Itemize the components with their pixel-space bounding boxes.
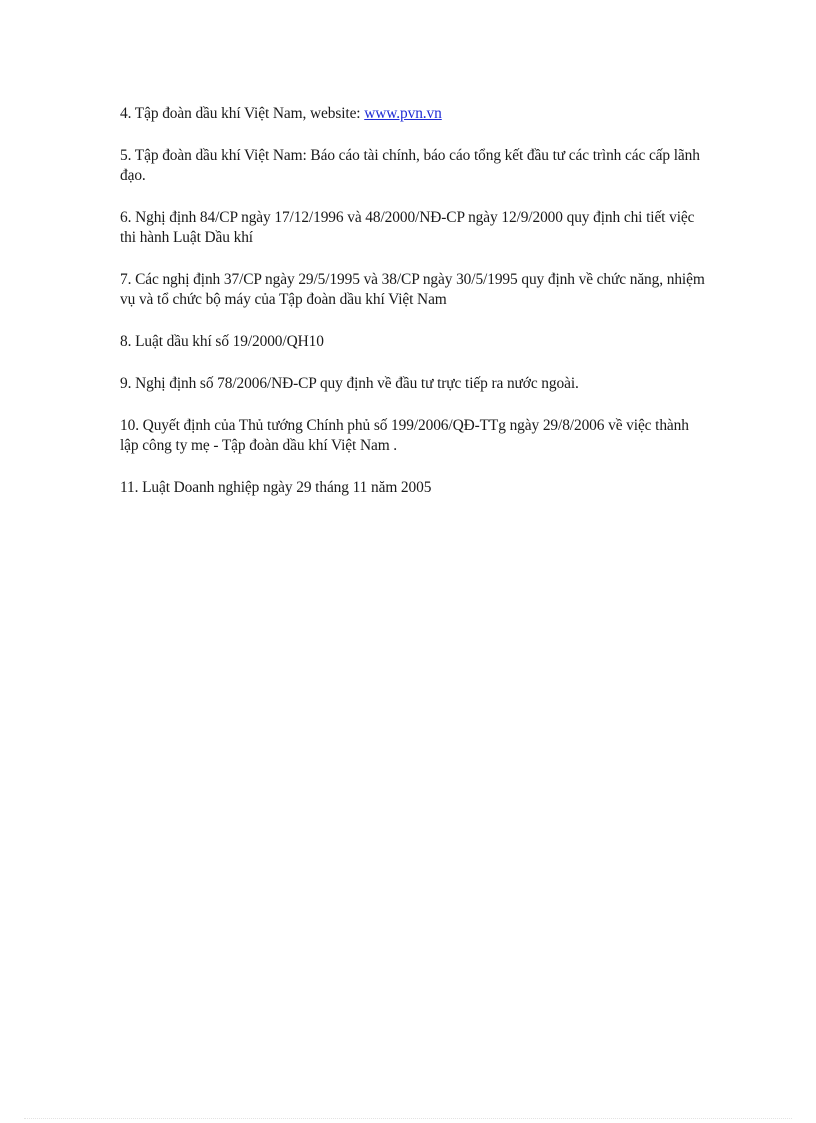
reference-item-4 [120,104,710,124]
reference-item-8: 8. Luật dầu khí số 19/2000/QH10 [120,333,324,350]
website-link[interactable]: www.pvn.vn [364,105,442,122]
reference-item-11: 11. Luật Doanh nghiệp ngày 29 tháng 11 năm 2005 [120,479,432,496]
reference-item-9: 9. Nghị định số 78/2006/NĐ-CP quy định về đầu tư trực tiếp ra nước ngoài. [120,375,579,392]
reference-text: 4. Tập đoàn dầu khí Việt Nam, website: [120,105,365,122]
reference-list [120,104,710,520]
reference-item-5: 5. Tập đoàn dầu khí Việt Nam: Báo cáo tài chính, báo cáo tổng kết đầu tư các trình các cấp lãnh đạo. [120,147,700,184]
page-bottom-divider [24,1118,792,1119]
reference-item-10: 10. Quyết định của Thủ tướng Chính phủ số 199/2006/QĐ-TTg ngày 29/8/2006 về việc thành lập công ty mẹ - Tập đoàn dầu khí Việt Nam . [120,417,689,454]
reference-item-6: 6. Nghị định 84/CP ngày 17/12/1996 và 48/2000/NĐ-CP ngày 12/9/2000 quy định chi tiết việc thi hành Luật Dầu khí [120,209,695,246]
reference-item-7: 7. Các nghị định 37/CP ngày 29/5/1995 và 38/CP ngày 30/5/1995 quy định về chức năng, nhiệm vụ và tổ chức bộ máy của Tập đoàn dầu khí Việt Nam [120,271,705,308]
